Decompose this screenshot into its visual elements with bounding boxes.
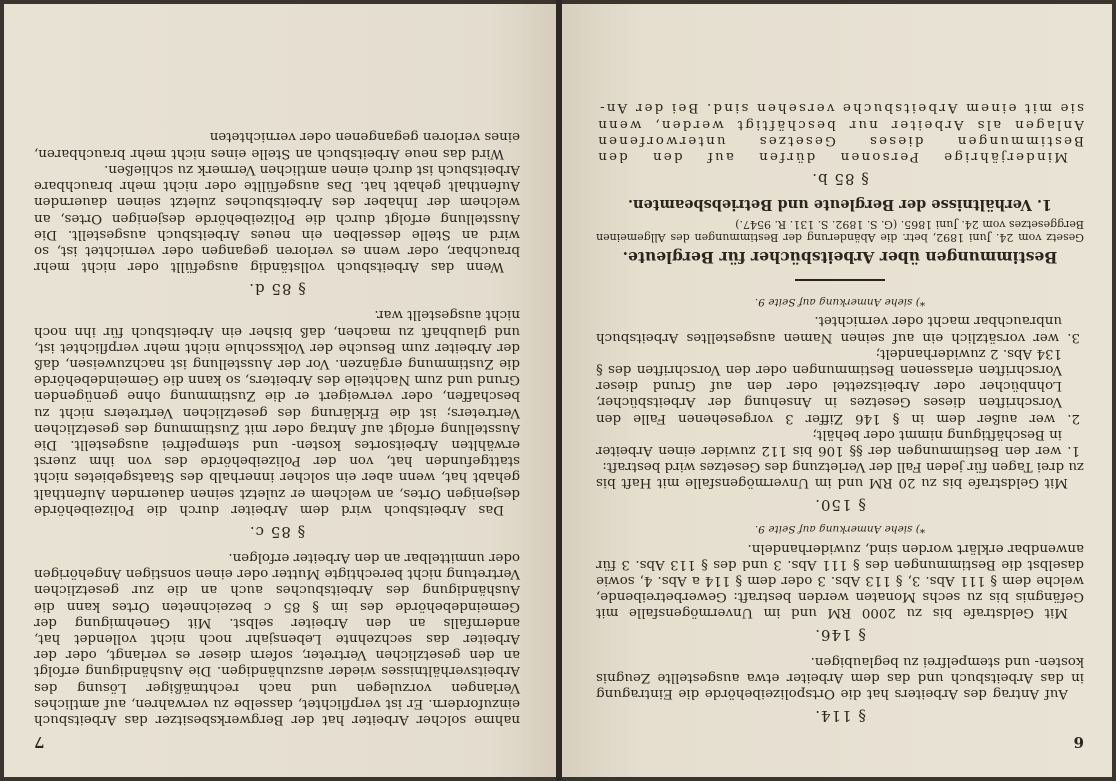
page-number: 7 — [34, 733, 45, 751]
list-item: 3. wer vorsätzlich ein auf seinen Namen ausgestelltes Arbeitsbuch unbrauchbar macht oder vernichtet. — [596, 313, 1080, 345]
section-heading: § 85 b. — [811, 169, 869, 188]
footnote: *) siehe Anmerkung auf Seite 9. — [754, 296, 926, 309]
section-text: Mit Geldstrafe bis zu 20 RM und im Unvermögensfalle mit Haft bis zu drei Tagen für jeden Fall der Verletzung des Gesetzes wird bestraft: — [596, 459, 1084, 491]
list-item: 2. wer außer dem in § 146 Ziffer 3 vorgesehenen Falle den Vorschriften dieses Gesetzes in Ansehung der Arbeitsbücher, Lohnbücher oder Arbeitszettel oder den auf Grund dieser Vorschriften erlassenen Bestimmungen oder den Vorschriften des § 134 Abs. 2 zuwiderhandelt; — [596, 345, 1080, 426]
gutter — [556, 0, 562, 781]
list-item: 1. wer den Bestimmungen der §§ 106 bis 112 zuwider einen Arbeiter in Beschäftigung nimmt oder behält; — [596, 426, 1080, 458]
section-text: Wenn das Arbeitsbuch vollständig ausgefüllt oder nicht mehr brauchbar, oder wenn es verloren gegangen oder vernichtet ist, so wird an Stelle desselben ein neues Arbeitsbuch ausgestellt. Die Ausstellung erfolgt durch die Polizeibehörde desjenigen Ortes, an welchem der Inhaber des Arbeitsbuches zuletzt seinen dauernden Aufenthalt gehabt hat. Das ausgefüllte oder nicht mehr brauchbare Arbeitsbuch ist durch einen amtlichen Vermerk zu schließen. — [34, 161, 520, 275]
section-text: Wird das neue Arbeitsbuch an Stelle eines nicht mehr brauchbaren, eines verloren gegangenen oder vernichteten — [34, 129, 520, 161]
chapter-title: Bestimmungen über Arbeitsbücher für Bergleute. — [622, 248, 1058, 268]
law-reference: Gesetz vom 24. Juni 1892, betr. die Abänderung der Bestimmungen des Allgemeinen Berggesetzes vom 24. Juni 1865. (G. S. 1892. S. 131. R. 9547.) — [596, 217, 1084, 245]
divider — [795, 279, 885, 281]
section-text: nahme solcher Arbeiter hat der Bergwerksbesitzer das Arbeitsbuch einzufordern. Er ist verpflichtet, dasselbe zu verwahren, auf amtliches Verlangen vorzulegen und nach rechtmäßiger Lösung des Arbeitsverhältnisses wieder auszuhändigen. Die Aushändigung erfolgt an den gesetzlichen Vertreter, sofern dieser es verlangt, oder der Arbeiter das sechzehnte Lebensjahr noch nicht vollendet hat, andernfalls an den Arbeiter selbst. Mit Genehmigung der Gemeindebehörde des im § 85 c bezeichneten Ortes kann die Aushändigung des Arbeitsbuches auch an die zur gesetzlichen Vertretung nicht berechtigte Mutter oder einen sonstigen Angehörigen oder unmittelbar an den Arbeiter erfolgen. — [34, 549, 520, 727]
section-heading: § 85 d. — [248, 280, 306, 299]
footnote: *) siehe Anmerkung auf Seite 9. — [754, 523, 926, 536]
page-seven — [4, 4, 556, 777]
page-six — [562, 4, 1112, 777]
subtitle: 1. Verhältnisse der Bergleute und Betriebsbeamten. — [627, 195, 1053, 213]
section-heading: § 114. — [814, 707, 866, 725]
page-number: 6 — [1073, 733, 1084, 751]
section-heading: § 146. — [814, 626, 866, 645]
section-heading: § 150. — [814, 496, 866, 515]
section-text: Das Arbeitsbuch wird dem Arbeiter durch die Polizeibehörde desjenigen Ortes, an welchem er zuletzt seinen dauernden Aufenthalt gehabt hat, wenn aber ein solcher innerhalb des Staatsgebietes nicht stattgefunden hat, von der Polizeibehörde des von ihm zuerst erwählten Arbeitsortes kosten- und stempelfrei ausgestellt. Die Ausstellung erfolgt auf Antrag oder mit Zustimmung des gesetzlichen Vertreters; ist die Erklärung des gesetzlichen Vertreters nicht zu beschaffen, oder verweigert er die Zustimmung ohne genügenden Grund und zum Nachteile des Arbeiters, so kann die Gemeindebehörde die Zustimmung ergänzen. Vor der Ausstellung ist nachzuweisen, daß der Arbeiter zum Besuche der Volksschule nicht mehr verpflichtet ist, und glaubhaft zu machen, daß bisher ein Arbeitsbuch für ihn noch nicht ausgestellt war. — [34, 307, 520, 517]
section-text: Minderjährige Personen dürfen auf den den Bestimmungen dieses Gesetzes unterworfenen Anlagen als Arbeiter nur beschäftigt werden, wenn sie mit einem Arbeitsbuche versehen sind. Bei der An- — [596, 100, 1084, 164]
section-text: Auf Antrag des Arbeiters hat die Ortspolizeibehörde die Eintragung in das Arbeitsbuch und das dem Arbeiter etwa ausgestellte Zeugnis kosten- und stempelfrei zu beglaubigen. — [596, 653, 1084, 701]
section-text: Mit Geldstrafe bis zu 2000 RM und im Unvermögensfalle mit Gefängnis bis zu sechs Monaten werden bestraft: Gewerbetreibende, welche dem § 111 Abs. 3, § 113 Abs. 3 oder dem § 114 a Abs. 4, sowie daselbst die Bestimmungen des § 111 Abs. 3 und des § 113 Abs. 3 für anwendbar erklärt worden sind, zuwiderhandeln. — [596, 540, 1084, 621]
section-heading: § 85 c. — [248, 522, 306, 541]
